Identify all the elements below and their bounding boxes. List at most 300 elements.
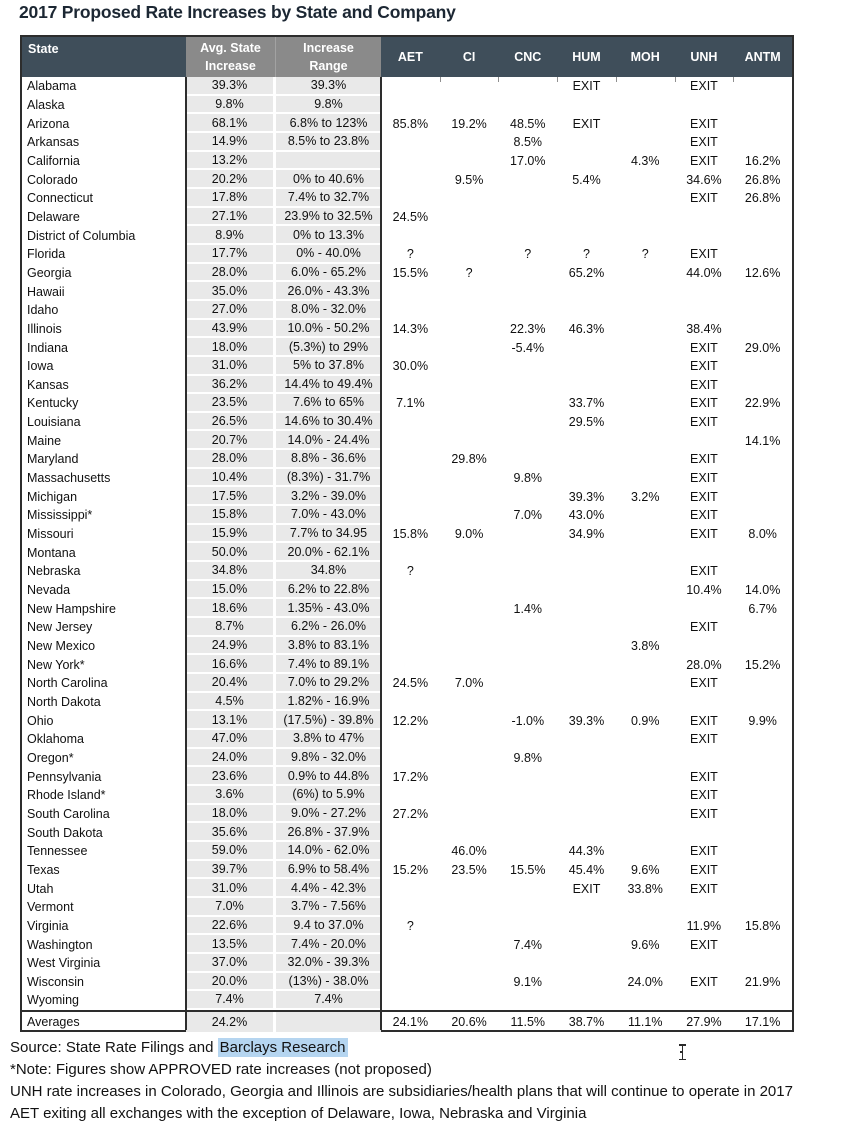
company-value-cell: 15.8%: [392, 527, 429, 542]
table-row: [22, 991, 792, 1010]
avg-increase-cell: 68.1%: [186, 114, 276, 133]
company-value-cell: [675, 693, 734, 712]
company-value-cell: [498, 431, 557, 450]
company-value-cell: EXIT: [572, 881, 601, 896]
table-body: [22, 77, 792, 1010]
company-value-cell: [498, 170, 557, 189]
company-value-cell: [616, 264, 675, 283]
company-value-cell: [733, 637, 792, 656]
company-value-cell: [440, 637, 499, 656]
state-cell: New Hampshire: [27, 601, 116, 616]
company-value-cell: 9.6%: [630, 862, 660, 877]
company-value-cell: [498, 487, 557, 506]
company-value-cell: [733, 879, 792, 898]
company-value-cell: [381, 77, 440, 96]
state-cell: Pennsylvania: [27, 769, 102, 784]
table-row: [22, 581, 792, 600]
source-line: Source: State Rate Filings and Barclays Research: [10, 1039, 346, 1056]
increase-range-cell: 26.8% - 37.9%: [276, 823, 381, 842]
table-row: [22, 543, 792, 562]
company-value-cell: [557, 338, 616, 357]
company-value-cell: [557, 133, 616, 152]
table-row: [22, 562, 792, 581]
state-cell: South Dakota: [27, 825, 103, 840]
company-value-cell: EXIT: [690, 452, 718, 467]
company-value-cell: [557, 637, 616, 656]
avg-increase-cell: 31.0%: [186, 879, 276, 898]
company-value-cell: [440, 376, 499, 395]
company-value-cell: [733, 376, 792, 395]
company-value-cell: [675, 208, 734, 227]
company-value-cell: [557, 655, 616, 674]
increase-range-cell: 7.6% to 65%: [276, 394, 381, 413]
company-value-cell: [440, 96, 499, 115]
company-value-cell: [557, 282, 616, 301]
increase-range-cell: 6.9% to 58.4%: [276, 861, 381, 880]
company-value-cell: [733, 954, 792, 973]
company-value-cell: [498, 991, 557, 1010]
company-value-cell: [440, 805, 499, 824]
company-value-cell: EXIT: [690, 79, 718, 94]
increase-range-cell: 1.82% - 16.9%: [276, 693, 381, 712]
company-value-cell: [733, 898, 792, 917]
company-value-cell: [381, 152, 440, 171]
col-header-antm: ANTM: [733, 37, 792, 77]
company-value-cell: 17.2%: [392, 769, 429, 784]
state-cell: New Mexico: [27, 639, 96, 654]
increase-range-cell: 14.6% to 30.4%: [276, 413, 381, 432]
company-value-cell: [440, 469, 499, 488]
company-value-cell: [616, 954, 675, 973]
table-row: [22, 133, 792, 152]
company-value-cell: EXIT: [690, 620, 718, 635]
state-cell: South Carolina: [27, 806, 110, 821]
company-value-cell: [381, 487, 440, 506]
company-value-cell: [616, 674, 675, 693]
company-value-cell: [440, 208, 499, 227]
state-cell: North Dakota: [27, 694, 101, 709]
avg-increase-cell: 47.0%: [186, 730, 276, 749]
avg-increase-cell: 13.1%: [186, 711, 276, 730]
company-value-cell: 48.5%: [510, 116, 546, 131]
company-value-cell: [381, 823, 440, 842]
table-header-row: [22, 37, 792, 77]
company-value-cell: [440, 189, 499, 208]
company-value-cell: [381, 693, 440, 712]
state-cell: New York*: [27, 657, 85, 672]
company-value-cell: [616, 338, 675, 357]
company-value-cell: 27.2%: [392, 806, 429, 821]
company-value-cell: [733, 357, 792, 376]
company-value-cell: [440, 226, 499, 245]
company-value-cell: [498, 581, 557, 600]
state-cell: Maine: [27, 433, 62, 448]
avg-increase-cell: 14.9%: [186, 133, 276, 152]
divider-company-area: [380, 77, 382, 1030]
company-value-cell: [498, 917, 557, 936]
company-value-cell: EXIT: [690, 676, 718, 691]
company-value-cell: [498, 264, 557, 283]
company-value-cell: 39.3%: [568, 713, 605, 728]
company-value-cell: [675, 823, 734, 842]
company-value-cell: [381, 413, 440, 432]
increase-range-cell: 3.2% - 39.0%: [276, 487, 381, 506]
averages-label-cell: Averages: [27, 1015, 80, 1029]
company-value-cell: [616, 96, 675, 115]
company-value-cell: [440, 506, 499, 525]
state-cell: Missouri: [27, 527, 74, 542]
state-cell: Arkansas: [27, 135, 80, 150]
avg-increase-cell: 20.4%: [186, 674, 276, 693]
company-value-cell: [616, 767, 675, 786]
divider-state-column: [185, 77, 187, 1030]
company-value-cell: [733, 991, 792, 1010]
company-value-cell: 7.0%: [513, 508, 543, 523]
table-row: [22, 170, 792, 189]
company-value-cell: [440, 487, 499, 506]
company-value-cell: ?: [524, 247, 532, 262]
company-value-cell: ?: [583, 247, 590, 262]
company-value-cell: [498, 189, 557, 208]
company-value-cell: [440, 152, 499, 171]
company-value-cell: [381, 973, 440, 992]
company-value-cell: 0.9%: [630, 713, 660, 728]
increase-range-cell: 0.9% to 44.8%: [276, 767, 381, 786]
company-value-cell: [675, 599, 734, 618]
company-value-cell: [616, 357, 675, 376]
company-value-cell: [498, 674, 557, 693]
company-value-cell: [616, 301, 675, 320]
increase-range-cell: (17.5%) - 39.8%: [276, 711, 381, 730]
company-value-cell: [557, 767, 616, 786]
company-value-cell: [440, 431, 499, 450]
company-value-cell: [440, 693, 499, 712]
state-cell: Hawaii: [27, 284, 65, 299]
company-value-cell: [733, 786, 792, 805]
increase-range-cell: 39.3%: [276, 77, 381, 96]
company-value-cell: 46.0%: [451, 844, 487, 859]
avg-increase-cell: 37.0%: [186, 954, 276, 973]
company-value-cell: [616, 917, 675, 936]
company-value-cell: [616, 693, 675, 712]
state-cell: Tennessee: [27, 844, 88, 859]
table-row: [22, 338, 792, 357]
averages-company-cell: 17.1%: [744, 1015, 781, 1029]
table-row: [22, 376, 792, 395]
avg-increase-cell: 4.5%: [186, 693, 276, 712]
company-value-cell: 46.3%: [568, 321, 605, 336]
company-value-cell: 14.3%: [392, 321, 429, 336]
company-column-tick: [440, 77, 441, 82]
company-value-cell: [381, 431, 440, 450]
company-value-cell: [498, 842, 557, 861]
averages-company-cell: 24.1%: [392, 1015, 429, 1029]
company-value-cell: [557, 991, 616, 1010]
company-value-cell: 14.1%: [744, 433, 781, 448]
increase-range-cell: (5.3%) to 29%: [276, 338, 381, 357]
state-cell: Washington: [27, 937, 93, 952]
company-value-cell: [557, 469, 616, 488]
company-value-cell: [440, 730, 499, 749]
company-value-cell: [440, 357, 499, 376]
company-value-cell: [733, 674, 792, 693]
company-value-cell: EXIT: [690, 396, 718, 411]
increase-range-cell: (6%) to 5.9%: [276, 786, 381, 805]
company-value-cell: [616, 786, 675, 805]
company-value-cell: EXIT: [690, 937, 718, 952]
increase-range-cell: 34.8%: [276, 562, 381, 581]
company-value-cell: 8.5%: [513, 135, 543, 150]
company-value-cell: EXIT: [690, 881, 718, 896]
state-cell: Wyoming: [27, 993, 79, 1008]
company-value-cell: [381, 282, 440, 301]
increase-range-cell: 7.4%: [276, 991, 381, 1010]
averages-company-cell: 27.9%: [686, 1015, 722, 1029]
company-value-cell: 29.5%: [568, 415, 605, 430]
company-value-cell: [498, 450, 557, 469]
company-value-cell: [616, 77, 675, 96]
table-row: [22, 450, 792, 469]
table-row: [22, 114, 792, 133]
state-cell: Kansas: [27, 377, 69, 392]
state-cell: Maryland: [27, 452, 79, 467]
company-value-cell: [675, 898, 734, 917]
company-value-cell: [733, 861, 792, 880]
company-value-cell: [440, 954, 499, 973]
avg-increase-cell: 18.0%: [186, 805, 276, 824]
company-value-cell: [557, 431, 616, 450]
company-value-cell: [498, 823, 557, 842]
company-value-cell: EXIT: [690, 153, 718, 168]
company-value-cell: [381, 376, 440, 395]
company-value-cell: 24.5%: [392, 676, 429, 691]
company-value-cell: [557, 954, 616, 973]
company-value-cell: [616, 226, 675, 245]
avg-increase-cell: 18.0%: [186, 338, 276, 357]
company-value-cell: ?: [641, 247, 649, 262]
company-value-cell: EXIT: [690, 713, 718, 728]
avg-increase-cell: 36.2%: [186, 376, 276, 395]
state-cell: Indiana: [27, 340, 69, 355]
company-value-cell: [381, 450, 440, 469]
company-value-cell: [381, 618, 440, 637]
table-row: [22, 245, 792, 264]
company-value-cell: [381, 301, 440, 320]
company-value-cell: [498, 525, 557, 544]
state-cell: Florida: [27, 247, 66, 262]
increase-range-cell: 14.0% - 24.4%: [276, 431, 381, 450]
company-value-cell: EXIT: [690, 806, 718, 821]
company-value-cell: [616, 823, 675, 842]
avg-increase-cell: 28.0%: [186, 450, 276, 469]
company-value-cell: [498, 77, 557, 96]
col-header-increase-range: Increase Range: [276, 37, 381, 77]
company-value-cell: [381, 655, 440, 674]
table-row: [22, 693, 792, 712]
state-cell: Michigan: [27, 489, 78, 504]
increase-range-cell: (8.3%) - 31.7%: [276, 469, 381, 488]
company-value-cell: 14.0%: [744, 583, 781, 598]
company-value-cell: [733, 320, 792, 339]
company-value-cell: [616, 170, 675, 189]
company-value-cell: 33.7%: [568, 396, 605, 411]
company-value-cell: EXIT: [690, 377, 718, 392]
increase-range-cell: 7.4% to 32.7%: [276, 189, 381, 208]
avg-increase-cell: 17.8%: [186, 189, 276, 208]
company-value-cell: [557, 189, 616, 208]
company-value-cell: EXIT: [690, 769, 718, 784]
avg-increase-cell: 16.6%: [186, 655, 276, 674]
company-value-cell: [498, 226, 557, 245]
company-value-cell: [557, 599, 616, 618]
increase-range-cell: 3.8% to 83.1%: [276, 637, 381, 656]
company-value-cell: [675, 431, 734, 450]
col-header-moh: MOH: [616, 37, 675, 77]
company-value-cell: [616, 730, 675, 749]
company-value-cell: [616, 805, 675, 824]
company-value-cell: [557, 917, 616, 936]
company-value-cell: [381, 954, 440, 973]
company-value-cell: [557, 208, 616, 227]
avg-increase-cell: 15.9%: [186, 525, 276, 544]
note-unh: UNH rate increases in Colorado, Georgia and Illinois are subsidiaries/health plans that will continue to operate in 2017: [10, 1083, 793, 1100]
company-value-cell: 34.9%: [568, 527, 605, 542]
company-value-cell: [616, 618, 675, 637]
company-value-cell: 6.7%: [748, 601, 777, 616]
company-value-cell: [557, 581, 616, 600]
company-value-cell: 7.1%: [396, 396, 425, 411]
company-value-cell: EXIT: [690, 974, 718, 989]
company-value-cell: [440, 767, 499, 786]
company-value-cell: [498, 394, 557, 413]
state-cell: Oklahoma: [27, 732, 84, 747]
increase-range-cell: 9.8% - 32.0%: [276, 749, 381, 768]
company-value-cell: [381, 226, 440, 245]
company-value-cell: [498, 898, 557, 917]
company-value-cell: 17.0%: [510, 153, 546, 168]
page-title: 2017 Proposed Rate Increases by State and Company: [19, 2, 456, 22]
table-row: [22, 413, 792, 432]
table-row: [22, 711, 792, 730]
company-value-cell: 11.9%: [686, 918, 722, 933]
company-value-cell: [498, 805, 557, 824]
avg-increase-cell: 28.0%: [186, 264, 276, 283]
company-value-cell: [733, 487, 792, 506]
avg-increase-cell: 15.0%: [186, 581, 276, 600]
company-value-cell: EXIT: [690, 844, 718, 859]
state-cell: West Virginia: [27, 956, 101, 971]
company-value-cell: [733, 469, 792, 488]
company-value-cell: 15.2%: [392, 862, 429, 877]
company-value-cell: [381, 599, 440, 618]
state-cell: Nevada: [27, 583, 71, 598]
averages-company-cell: 11.1%: [627, 1015, 663, 1029]
company-value-cell: [557, 898, 616, 917]
company-value-cell: 10.4%: [686, 583, 722, 598]
company-value-cell: [498, 637, 557, 656]
company-value-cell: [733, 842, 792, 861]
company-value-cell: 24.5%: [392, 209, 429, 224]
company-value-cell: 38.4%: [686, 321, 722, 336]
company-value-cell: 65.2%: [568, 265, 605, 280]
company-value-cell: 9.1%: [513, 974, 543, 989]
company-value-cell: -5.4%: [511, 340, 545, 355]
table-row: [22, 655, 792, 674]
table-row: [22, 152, 792, 171]
company-value-cell: EXIT: [690, 191, 718, 206]
company-value-cell: [733, 301, 792, 320]
avg-increase-cell: 9.8%: [186, 96, 276, 115]
company-value-cell: [381, 730, 440, 749]
company-value-cell: [440, 245, 499, 264]
avg-increase-cell: 13.5%: [186, 935, 276, 954]
increase-range-cell: 0% - 40.0%: [276, 245, 381, 264]
company-value-cell: [733, 413, 792, 432]
company-value-cell: [498, 282, 557, 301]
table-row: [22, 264, 792, 283]
note-approved: *Note: Figures show APPROVED rate increases (not proposed): [10, 1061, 432, 1078]
company-value-cell: [616, 413, 675, 432]
table-row: [22, 917, 792, 936]
company-column-tick: [675, 77, 676, 82]
increase-range-cell: 0% to 40.6%: [276, 170, 381, 189]
company-value-cell: [733, 730, 792, 749]
avg-increase-cell: 39.7%: [186, 861, 276, 880]
company-value-cell: [557, 973, 616, 992]
table-row: [22, 320, 792, 339]
avg-increase-cell: 27.1%: [186, 208, 276, 227]
company-value-cell: 1.4%: [513, 601, 543, 616]
company-value-cell: [440, 786, 499, 805]
note-aet: AET exiting all exchanges with the exception of Delaware, Iowa, Nebraska and Virginia: [10, 1105, 587, 1122]
company-value-cell: [616, 320, 675, 339]
avg-increase-cell: 27.0%: [186, 301, 276, 320]
col-header-avg-state-increase: Avg. State Increase: [186, 37, 276, 77]
company-value-cell: [733, 749, 792, 768]
table-row: [22, 618, 792, 637]
table-row: [22, 674, 792, 693]
company-value-cell: [557, 301, 616, 320]
company-value-cell: [557, 674, 616, 693]
avg-increase-cell: 13.2%: [186, 152, 276, 171]
company-value-cell: EXIT: [572, 116, 601, 131]
avg-increase-cell: 43.9%: [186, 320, 276, 339]
company-value-cell: 44.0%: [686, 265, 722, 280]
company-value-cell: [616, 749, 675, 768]
table-row: [22, 861, 792, 880]
company-value-cell: -1.0%: [511, 713, 545, 728]
company-value-cell: [616, 450, 675, 469]
company-value-cell: 9.9%: [748, 713, 777, 728]
company-value-cell: [616, 581, 675, 600]
state-cell: Rhode Island*: [27, 788, 106, 803]
state-cell: Delaware: [27, 209, 80, 224]
company-value-cell: [440, 935, 499, 954]
company-value-cell: 26.8%: [744, 191, 781, 206]
company-value-cell: [616, 469, 675, 488]
state-cell: North Carolina: [27, 676, 108, 691]
state-cell: Vermont: [27, 900, 74, 915]
state-cell: Idaho: [27, 303, 59, 318]
company-value-cell: [440, 711, 499, 730]
company-value-cell: [616, 655, 675, 674]
table-row: [22, 487, 792, 506]
company-value-cell: ?: [406, 918, 414, 933]
state-cell: Utah: [27, 881, 54, 896]
company-value-cell: [733, 450, 792, 469]
increase-range-cell: 14.4% to 49.4%: [276, 376, 381, 395]
company-value-cell: 15.8%: [744, 918, 781, 933]
